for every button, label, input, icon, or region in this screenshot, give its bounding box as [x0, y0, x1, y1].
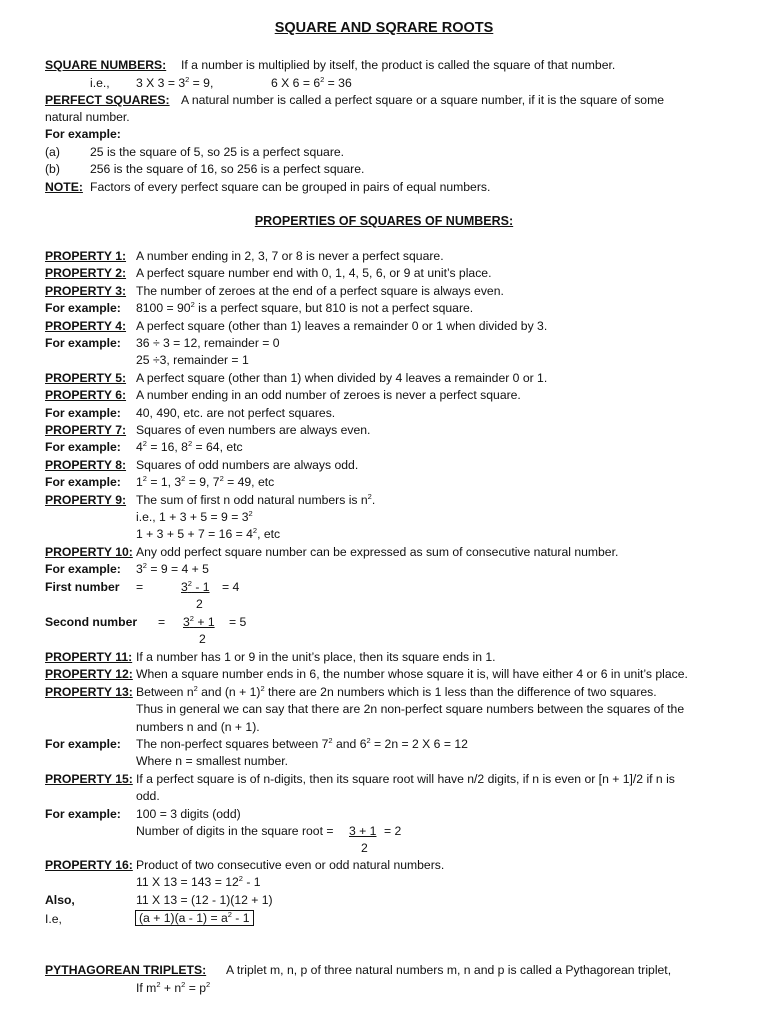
- row-text: If a perfect square is of n-digits, then its square root will have n/2 digits, if n is even or [n + 1]/2 if n is: [136, 771, 675, 786]
- square-numbers-row: [45, 58, 166, 73]
- item-a-text: 25 is the square of 5, so 25 is a perfect square.: [90, 145, 345, 159]
- boxed-identity: $(a + 1)(a - 1) = a^2 - 1$: [135, 910, 254, 926]
- perfect-squares-continuation: natural number.: [45, 110, 130, 124]
- note-label: NOTE:: [45, 180, 83, 194]
- row-text: Where n = smallest number.: [136, 754, 289, 769]
- row-label: For example:: [45, 405, 121, 420]
- property-label: PROPERTY 7:: [45, 423, 127, 437]
- property-label: PROPERTY 1:: [45, 249, 127, 263]
- row-text: $3^2 = 9 = 4 + 5$: [136, 561, 209, 577]
- property-label: PROPERTY 6:: [45, 388, 127, 403]
- row-label: For example:: [45, 336, 121, 350]
- row-text: A perfect square (other than 1) when divided by 4 leaves a remainder 0 or 1.: [136, 370, 548, 385]
- row-text: odd.: [136, 789, 160, 804]
- row-text: 40, 490, etc. are not perfect squares.: [136, 405, 336, 420]
- item-b-label: (b): [45, 162, 60, 176]
- row-label: For example:: [45, 562, 121, 577]
- row-text: The number of zeroes at the end of a perfect square is always even.: [136, 283, 504, 298]
- row-label: For example:: [45, 737, 121, 751]
- row-text: A number ending in an odd number of zeroes is never a perfect square.: [136, 388, 521, 403]
- first-number-label: First number: [45, 580, 120, 594]
- second-number-equals: =: [158, 615, 166, 629]
- row-label: For example:: [45, 806, 121, 821]
- ie-line-label: I.e,: [45, 912, 62, 926]
- row-text: A perfect square number end with 0, 1, 4, 5, 6, or 9 at unit’s place.: [136, 266, 492, 281]
- property-label: PROPERTY 4:: [45, 318, 127, 333]
- property-label: PROPERTY 5:: [45, 370, 127, 385]
- row-text: $1^2 = 1$, $3^2 = 9$, $7^2 = 49$, etc: [136, 474, 275, 490]
- pythagorean-condition: If $m^2 + n^2 = p^2$: [136, 980, 211, 995]
- property-label: PROPERTY 10:: [45, 544, 133, 559]
- pythagorean-label: PYTHAGOREAN TRIPLETS:: [45, 963, 207, 977]
- note-text: Factors of every perfect square can be grouped in pairs of equal numbers.: [90, 180, 491, 194]
- property-label: PROPERTY 11:: [45, 650, 133, 664]
- second-number-numerator: $3^2 + 1$: [183, 614, 215, 629]
- pythagorean-definition: A triplet m, n, p of three natural numbers m, n and p is called a Pythagorean triplet,: [226, 963, 672, 977]
- digits-line-numerator: 3 + 1: [349, 824, 377, 838]
- digits-line-denominator: 2: [361, 841, 368, 855]
- row-text: Any odd perfect square number can be expressed as sum of consecutive natural number.: [136, 544, 619, 559]
- first-number-equals: =: [136, 580, 144, 594]
- perfect-squares-definition: A natural number is called a perfect square or a square number, if it is the square of some: [181, 93, 665, 107]
- second-number-denominator: 2: [199, 632, 206, 646]
- item-b-text: 256 is the square of 16, so 256 is a perfect square.: [90, 162, 365, 176]
- property-label: PROPERTY 13:: [45, 684, 133, 699]
- perfect-squares-label: PERFECT SQUARES:: [45, 93, 170, 107]
- row-text: A perfect square (other than 1) leaves a remainder 0 or 1 when divided by 3.: [136, 318, 548, 333]
- row-text: When a square number ends in 6, the number whose square it is, will have either 4 or 6 in unit’s place.: [136, 667, 688, 682]
- first-number-result: = 4: [222, 580, 240, 594]
- property-label: PROPERTY 12:: [45, 667, 133, 682]
- row-text: 25 ÷3, remainder = 1: [136, 353, 249, 368]
- first-number-denominator: 2: [196, 597, 203, 611]
- second-number-label: Second number: [45, 615, 138, 629]
- row-text: i.e., $1 + 3 + 5 = 9 = 3^2$: [136, 509, 253, 524]
- row-text: If a number has 1 or 9 in the unit’s place, then its square ends in 1.: [136, 650, 496, 664]
- property-label: PROPERTY 9:: [45, 492, 127, 507]
- row-text: $1 + 3 + 5 + 7 = 16 = 4^2$, etc: [136, 526, 281, 542]
- property-label: PROPERTY 15:: [45, 771, 133, 786]
- row-text: 100 = 3 digits (odd): [136, 806, 241, 821]
- row-label: Also,: [45, 892, 75, 907]
- row-text: numbers n and (n + 1).: [136, 719, 260, 734]
- row-text: Thus in general we can say that there are 2n non-perfect square numbers between the squares of the: [136, 702, 685, 717]
- property-label: PROPERTY 2:: [45, 266, 127, 281]
- ie-label: i.e.,: [90, 76, 110, 90]
- row-text: Squares of odd numbers are always odd.: [136, 457, 359, 472]
- row-text: 11 X 13 = (12 - 1)(12 + 1): [136, 892, 273, 907]
- second-number-result: = 5: [229, 615, 247, 629]
- row-text: A number ending in 2, 3, 7 or 8 is never a perfect square.: [136, 249, 444, 263]
- row-text: $4^2 = 16$, $8^2 = 64$, etc: [136, 439, 243, 455]
- row-text: Squares of even numbers are always even.: [136, 423, 371, 437]
- for-example-label: For example:: [45, 127, 121, 141]
- example-3x3: 3 X $3 = 3^2 = 9$,: [136, 75, 214, 90]
- row-text: 36 ÷ 3 = 12, remainder = 0: [136, 336, 280, 350]
- row-text: The sum of first n odd natural numbers is $n^2$.: [136, 491, 376, 507]
- square-numbers-label: SQUARE NUMBERS:: [45, 58, 167, 72]
- row-label: For example:: [45, 301, 121, 316]
- row-text: 11 X $13 = 143 = 12^2 - 1$: [136, 874, 261, 890]
- row-label: For example:: [45, 475, 121, 490]
- row-text: Product of two consecutive even or odd natural numbers.: [136, 858, 445, 872]
- properties-heading: PROPERTIES OF SQUARES OF NUMBERS:: [254, 214, 514, 228]
- row-text: Between $n^2$ and $(n + 1)^2$ there are 2n numbers which is 1 less than the difference of two squares.: [136, 683, 657, 699]
- row-label: For example:: [45, 440, 121, 455]
- digits-line-result: = 2: [384, 824, 402, 838]
- square-numbers-definition: If a number is multiplied by itself, the product is called the square of that number.: [181, 58, 616, 72]
- row-text: $8100 = 90^2$ is a perfect square, but 810 is not a perfect square.: [136, 300, 474, 316]
- property-label: PROPERTY 3:: [45, 283, 127, 298]
- digits-line-text: Number of digits in the square root =: [136, 824, 334, 838]
- example-6x6: 6 X $6 = 6^2 = 36$: [271, 75, 352, 90]
- page-title: SQUARE AND SQRARE ROOTS: [274, 20, 494, 36]
- item-a-label: (a): [45, 145, 60, 159]
- property-label: PROPERTY 16:: [45, 858, 133, 872]
- first-number-numerator: $3^2 - 1$: [181, 579, 210, 594]
- identity-box: [135, 911, 254, 926]
- property-label: PROPERTY 8:: [45, 457, 127, 472]
- row-text: The non-perfect squares between $7^2$ and $6^2 = 2n = 2$ X 6 = 12: [136, 736, 468, 751]
